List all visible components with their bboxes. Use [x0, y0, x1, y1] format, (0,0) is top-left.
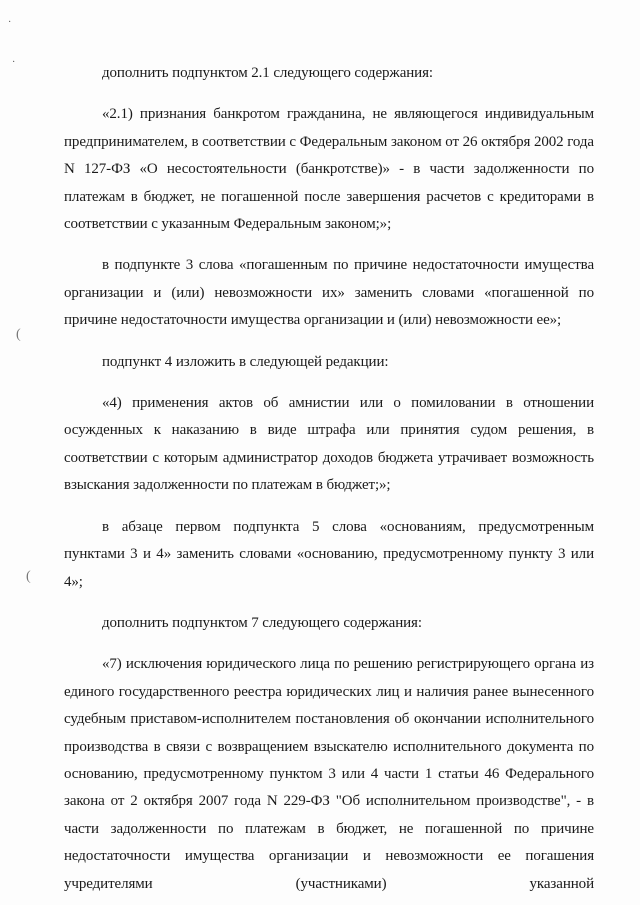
paragraph-subclause-2-1-text: «2.1) признания банкротом гражданина, не являющегося индивидуальным предпринимателем, в соответствии с Федеральным законом от 26 октября 2002 года N 127-ФЗ «О несостоятельности (банкротстве)» - в части задолженности по платежам в бюджет, не погашенной после завершения расчетов с кредиторами в соответствии с указанным Федеральным законом;»; — [64, 106, 594, 233]
scan-speck: · — [8, 17, 12, 28]
paragraph-subclause-4-intro: подпункт 4 изложить в следующей редакции: — [102, 353, 389, 370]
scan-speck: · — [12, 57, 16, 68]
paragraph-add-subclause-2-1: дополнить подпунктом 2.1 следующего содержания: — [102, 65, 433, 81]
paragraph-subclause-7-text: «7) исключения юридического лица по решению регистрирующего органа из единого государственного реестра юридических лиц и наличия ранее вынесенного судебным приставом-исполнителем постановления об окончании исполнительного производства в связи с возвращением взыскателю исполнительного документа по основанию, предусмотренному пунктом 3 или 4 части 1 статьи 46 Федерального закона от 2 октября 2007 года N 229-ФЗ "Об исполнительном производстве", - в части задолженности по платежам в бюджет, не погашенной по причине недостаточности имущества организации и невозможности ее погашения учредителями (участниками) указанной — [64, 656, 594, 892]
paragraph-subclause-4-text: «4) применения актов об амнистии или о помиловании в отношении осужденных к наказанию в виде штрафа или принятия судом решения, в соответствии с которым администратор доходов бюджета утрачивает возможность взыскания задолженности по платежам в бюджет;»; — [64, 395, 594, 494]
paragraph-add-subclause-7: дополнить подпунктом 7 следующего содержания: — [102, 614, 422, 631]
margin-bracket-mark: ( — [26, 569, 31, 584]
paragraph-subclause-5-amendment: в абзаце первом подпункта 5 слова «основаниям, предусмотренным пунктами 3 и 4» заменить словами «основанию, предусмотренному пункту 3 или 4»; — [64, 518, 594, 590]
paragraph-subclause-3-amendment: в подпункте 3 слова «погашенным по причине недостаточности имущества организации и (или) невозможности их» заменить словами «погашенной по причине недостаточности имущества организации и (или) невозможности ее»; — [64, 257, 594, 329]
margin-bracket-mark: ( — [16, 327, 21, 342]
document-body — [64, 60, 594, 912]
